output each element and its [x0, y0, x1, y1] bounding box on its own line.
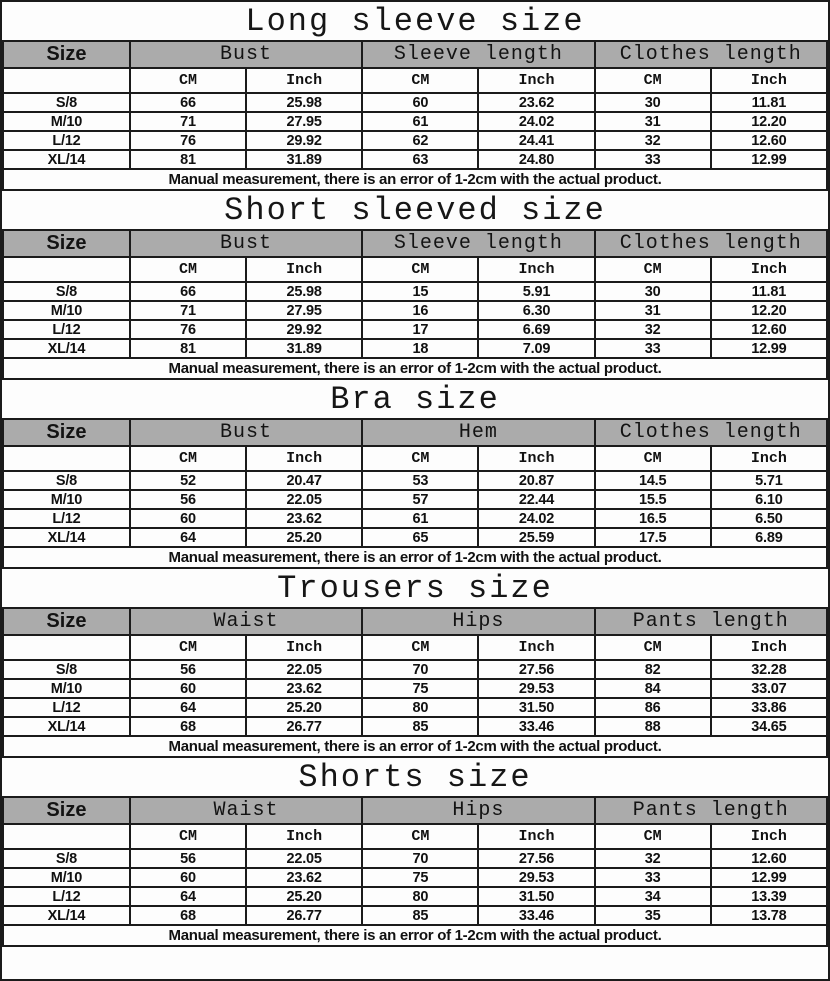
value-cell: 32.28 — [711, 660, 827, 679]
group-header: Waist — [130, 608, 362, 635]
section-shorts-size — [2, 758, 828, 947]
section-bra-size — [2, 380, 828, 569]
value-cell: 31.50 — [478, 887, 594, 906]
note-cell: Manual measurement, there is an error of 1-2cm with the actual product. — [3, 925, 827, 946]
size-row — [3, 150, 827, 169]
size-row — [3, 131, 827, 150]
value-cell: 31 — [595, 112, 711, 131]
size-table — [2, 418, 828, 569]
value-cell: 80 — [362, 887, 478, 906]
value-cell: 11.81 — [711, 93, 827, 112]
value-cell: 25.20 — [246, 528, 362, 547]
empty-cell — [3, 68, 130, 93]
unit-header-inch: Inch — [478, 68, 594, 93]
group-header: Sleeve length — [362, 41, 594, 68]
group-header: Bust — [130, 41, 362, 68]
value-cell: 6.69 — [478, 320, 594, 339]
size-column-header: Size — [3, 41, 130, 68]
value-cell: 5.71 — [711, 471, 827, 490]
value-cell: 24.02 — [478, 112, 594, 131]
unit-header-cm: CM — [130, 446, 246, 471]
value-cell: 29.53 — [478, 679, 594, 698]
size-row — [3, 339, 827, 358]
unit-header-cm: CM — [595, 446, 711, 471]
size-cell: XL/14 — [3, 150, 130, 169]
note-row — [3, 358, 827, 379]
value-cell: 33.86 — [711, 698, 827, 717]
value-cell: 25.59 — [478, 528, 594, 547]
value-cell: 27.56 — [478, 849, 594, 868]
size-column-header: Size — [3, 230, 130, 257]
value-cell: 12.99 — [711, 339, 827, 358]
value-cell: 80 — [362, 698, 478, 717]
value-cell: 52 — [130, 471, 246, 490]
table-title: Short sleeved size — [224, 191, 606, 229]
group-header: Bust — [130, 230, 362, 257]
value-cell: 88 — [595, 717, 711, 736]
value-cell: 22.05 — [246, 849, 362, 868]
value-cell: 81 — [130, 339, 246, 358]
size-row — [3, 320, 827, 339]
size-row — [3, 906, 827, 925]
value-cell: 33.46 — [478, 906, 594, 925]
value-cell: 32 — [595, 849, 711, 868]
value-cell: 35 — [595, 906, 711, 925]
unit-header-inch: Inch — [246, 446, 362, 471]
value-cell: 66 — [130, 282, 246, 301]
value-cell: 25.20 — [246, 887, 362, 906]
value-cell: 75 — [362, 868, 478, 887]
size-cell: M/10 — [3, 112, 130, 131]
value-cell: 13.78 — [711, 906, 827, 925]
value-cell: 16.5 — [595, 509, 711, 528]
value-cell: 12.99 — [711, 150, 827, 169]
value-cell: 6.50 — [711, 509, 827, 528]
value-cell: 64 — [130, 698, 246, 717]
value-cell: 63 — [362, 150, 478, 169]
value-cell: 23.62 — [246, 509, 362, 528]
note-row — [3, 925, 827, 946]
section-short-sleeved-size — [2, 191, 828, 380]
size-row — [3, 282, 827, 301]
size-cell: XL/14 — [3, 717, 130, 736]
value-cell: 12.20 — [711, 112, 827, 131]
value-cell: 30 — [595, 282, 711, 301]
group-header: Sleeve length — [362, 230, 594, 257]
unit-header-cm: CM — [130, 824, 246, 849]
size-cell: L/12 — [3, 887, 130, 906]
unit-header-inch: Inch — [246, 68, 362, 93]
value-cell: 12.60 — [711, 320, 827, 339]
value-cell: 70 — [362, 849, 478, 868]
value-cell: 12.60 — [711, 849, 827, 868]
value-cell: 33 — [595, 150, 711, 169]
value-cell: 30 — [595, 93, 711, 112]
size-table — [2, 796, 828, 947]
unit-header-cm: CM — [362, 824, 478, 849]
size-cell: M/10 — [3, 679, 130, 698]
size-cell: XL/14 — [3, 528, 130, 547]
size-cell: M/10 — [3, 868, 130, 887]
unit-header-inch: Inch — [246, 257, 362, 282]
unit-header-inch: Inch — [246, 824, 362, 849]
unit-header-inch: Inch — [711, 257, 827, 282]
unit-header-cm: CM — [130, 635, 246, 660]
value-cell: 86 — [595, 698, 711, 717]
value-cell: 68 — [130, 906, 246, 925]
value-cell: 64 — [130, 887, 246, 906]
value-cell: 31.89 — [246, 150, 362, 169]
size-row — [3, 717, 827, 736]
value-cell: 15 — [362, 282, 478, 301]
value-cell: 20.47 — [246, 471, 362, 490]
units-row — [3, 446, 827, 471]
header-row — [3, 419, 827, 446]
value-cell: 60 — [362, 93, 478, 112]
value-cell: 61 — [362, 509, 478, 528]
group-header: Bust — [130, 419, 362, 446]
units-row — [3, 257, 827, 282]
unit-header-cm: CM — [362, 68, 478, 93]
note-row — [3, 736, 827, 757]
value-cell: 61 — [362, 112, 478, 131]
table-title: Trousers size — [277, 569, 553, 607]
value-cell: 62 — [362, 131, 478, 150]
value-cell: 27.95 — [246, 112, 362, 131]
value-cell: 18 — [362, 339, 478, 358]
size-cell: S/8 — [3, 849, 130, 868]
value-cell: 82 — [595, 660, 711, 679]
size-table — [2, 229, 828, 380]
empty-cell — [3, 635, 130, 660]
value-cell: 12.20 — [711, 301, 827, 320]
group-header: Hips — [362, 797, 594, 824]
value-cell: 71 — [130, 112, 246, 131]
empty-cell — [3, 446, 130, 471]
value-cell: 76 — [130, 320, 246, 339]
value-cell: 26.77 — [246, 906, 362, 925]
note-cell: Manual measurement, there is an error of 1-2cm with the actual product. — [3, 358, 827, 379]
unit-header-inch: Inch — [478, 446, 594, 471]
value-cell: 17 — [362, 320, 478, 339]
value-cell: 71 — [130, 301, 246, 320]
size-row — [3, 679, 827, 698]
value-cell: 27.56 — [478, 660, 594, 679]
value-cell: 81 — [130, 150, 246, 169]
value-cell: 68 — [130, 717, 246, 736]
value-cell: 33 — [595, 339, 711, 358]
table-title: Shorts size — [298, 758, 532, 796]
size-table — [2, 607, 828, 758]
size-column-header: Size — [3, 419, 130, 446]
value-cell: 60 — [130, 868, 246, 887]
note-cell: Manual measurement, there is an error of 1-2cm with the actual product. — [3, 169, 827, 190]
value-cell: 27.95 — [246, 301, 362, 320]
group-header: Pants length — [595, 608, 827, 635]
size-cell: L/12 — [3, 131, 130, 150]
table-title: Bra size — [330, 380, 500, 418]
unit-header-inch: Inch — [711, 824, 827, 849]
empty-cell — [3, 824, 130, 849]
size-table — [2, 40, 828, 191]
value-cell: 34.65 — [711, 717, 827, 736]
value-cell: 76 — [130, 131, 246, 150]
unit-header-cm: CM — [130, 257, 246, 282]
value-cell: 60 — [130, 509, 246, 528]
group-header: Clothes length — [595, 41, 827, 68]
size-cell: XL/14 — [3, 906, 130, 925]
value-cell: 11.81 — [711, 282, 827, 301]
value-cell: 25.98 — [246, 282, 362, 301]
value-cell: 7.09 — [478, 339, 594, 358]
unit-header-cm: CM — [595, 257, 711, 282]
value-cell: 70 — [362, 660, 478, 679]
value-cell: 12.60 — [711, 131, 827, 150]
value-cell: 5.91 — [478, 282, 594, 301]
size-cell: L/12 — [3, 509, 130, 528]
size-cell: L/12 — [3, 320, 130, 339]
size-row — [3, 490, 827, 509]
unit-header-cm: CM — [595, 68, 711, 93]
value-cell: 12.99 — [711, 868, 827, 887]
value-cell: 22.05 — [246, 660, 362, 679]
size-cell: S/8 — [3, 471, 130, 490]
size-cell: XL/14 — [3, 339, 130, 358]
section-long-sleeve-size — [2, 2, 828, 191]
unit-header-inch: Inch — [711, 635, 827, 660]
value-cell: 60 — [130, 679, 246, 698]
value-cell: 56 — [130, 849, 246, 868]
units-row — [3, 824, 827, 849]
units-row — [3, 68, 827, 93]
header-row — [3, 230, 827, 257]
unit-header-inch: Inch — [246, 635, 362, 660]
value-cell: 56 — [130, 660, 246, 679]
value-cell: 32 — [595, 131, 711, 150]
size-row — [3, 660, 827, 679]
size-cell: M/10 — [3, 301, 130, 320]
unit-header-cm: CM — [595, 635, 711, 660]
value-cell: 14.5 — [595, 471, 711, 490]
note-cell: Manual measurement, there is an error of 1-2cm with the actual product. — [3, 547, 827, 568]
note-row — [3, 169, 827, 190]
value-cell: 29.92 — [246, 131, 362, 150]
header-row — [3, 41, 827, 68]
value-cell: 33.07 — [711, 679, 827, 698]
size-row — [3, 112, 827, 131]
unit-header-cm: CM — [362, 635, 478, 660]
unit-header-inch: Inch — [478, 257, 594, 282]
value-cell: 26.77 — [246, 717, 362, 736]
value-cell: 33.46 — [478, 717, 594, 736]
value-cell: 57 — [362, 490, 478, 509]
value-cell: 24.41 — [478, 131, 594, 150]
size-row — [3, 698, 827, 717]
value-cell: 25.20 — [246, 698, 362, 717]
units-row — [3, 635, 827, 660]
size-column-header: Size — [3, 608, 130, 635]
size-row — [3, 301, 827, 320]
note-cell: Manual measurement, there is an error of 1-2cm with the actual product. — [3, 736, 827, 757]
size-row — [3, 849, 827, 868]
size-row — [3, 509, 827, 528]
empty-cell — [3, 257, 130, 282]
value-cell: 6.30 — [478, 301, 594, 320]
unit-header-inch: Inch — [711, 446, 827, 471]
group-header: Clothes length — [595, 419, 827, 446]
value-cell: 23.62 — [478, 93, 594, 112]
value-cell: 24.80 — [478, 150, 594, 169]
size-cell: S/8 — [3, 660, 130, 679]
value-cell: 25.98 — [246, 93, 362, 112]
value-cell: 6.10 — [711, 490, 827, 509]
value-cell: 20.87 — [478, 471, 594, 490]
value-cell: 85 — [362, 906, 478, 925]
unit-header-cm: CM — [362, 446, 478, 471]
value-cell: 23.62 — [246, 679, 362, 698]
value-cell: 24.02 — [478, 509, 594, 528]
size-row — [3, 887, 827, 906]
unit-header-cm: CM — [362, 257, 478, 282]
value-cell: 75 — [362, 679, 478, 698]
value-cell: 34 — [595, 887, 711, 906]
value-cell: 22.05 — [246, 490, 362, 509]
size-row — [3, 93, 827, 112]
value-cell: 15.5 — [595, 490, 711, 509]
unit-header-inch: Inch — [478, 824, 594, 849]
value-cell: 56 — [130, 490, 246, 509]
unit-header-cm: CM — [595, 824, 711, 849]
value-cell: 65 — [362, 528, 478, 547]
value-cell: 84 — [595, 679, 711, 698]
value-cell: 22.44 — [478, 490, 594, 509]
group-header: Pants length — [595, 797, 827, 824]
size-row — [3, 528, 827, 547]
value-cell: 17.5 — [595, 528, 711, 547]
header-row — [3, 797, 827, 824]
unit-header-inch: Inch — [478, 635, 594, 660]
value-cell: 23.62 — [246, 868, 362, 887]
header-row — [3, 608, 827, 635]
value-cell: 31 — [595, 301, 711, 320]
size-cell: S/8 — [3, 93, 130, 112]
unit-header-cm: CM — [130, 68, 246, 93]
section-trousers-size — [2, 569, 828, 758]
table-title: Long sleeve size — [245, 2, 585, 40]
value-cell: 16 — [362, 301, 478, 320]
group-header: Waist — [130, 797, 362, 824]
value-cell: 53 — [362, 471, 478, 490]
value-cell: 6.89 — [711, 528, 827, 547]
value-cell: 85 — [362, 717, 478, 736]
size-cell: L/12 — [3, 698, 130, 717]
value-cell: 64 — [130, 528, 246, 547]
size-cell: M/10 — [3, 490, 130, 509]
note-row — [3, 547, 827, 568]
size-row — [3, 471, 827, 490]
group-header: Hem — [362, 419, 594, 446]
unit-header-inch: Inch — [711, 68, 827, 93]
group-header: Hips — [362, 608, 594, 635]
value-cell: 66 — [130, 93, 246, 112]
value-cell: 32 — [595, 320, 711, 339]
size-row — [3, 868, 827, 887]
value-cell: 29.92 — [246, 320, 362, 339]
value-cell: 33 — [595, 868, 711, 887]
value-cell: 13.39 — [711, 887, 827, 906]
value-cell: 31.89 — [246, 339, 362, 358]
value-cell: 31.50 — [478, 698, 594, 717]
group-header: Clothes length — [595, 230, 827, 257]
size-cell: S/8 — [3, 282, 130, 301]
value-cell: 29.53 — [478, 868, 594, 887]
size-column-header: Size — [3, 797, 130, 824]
